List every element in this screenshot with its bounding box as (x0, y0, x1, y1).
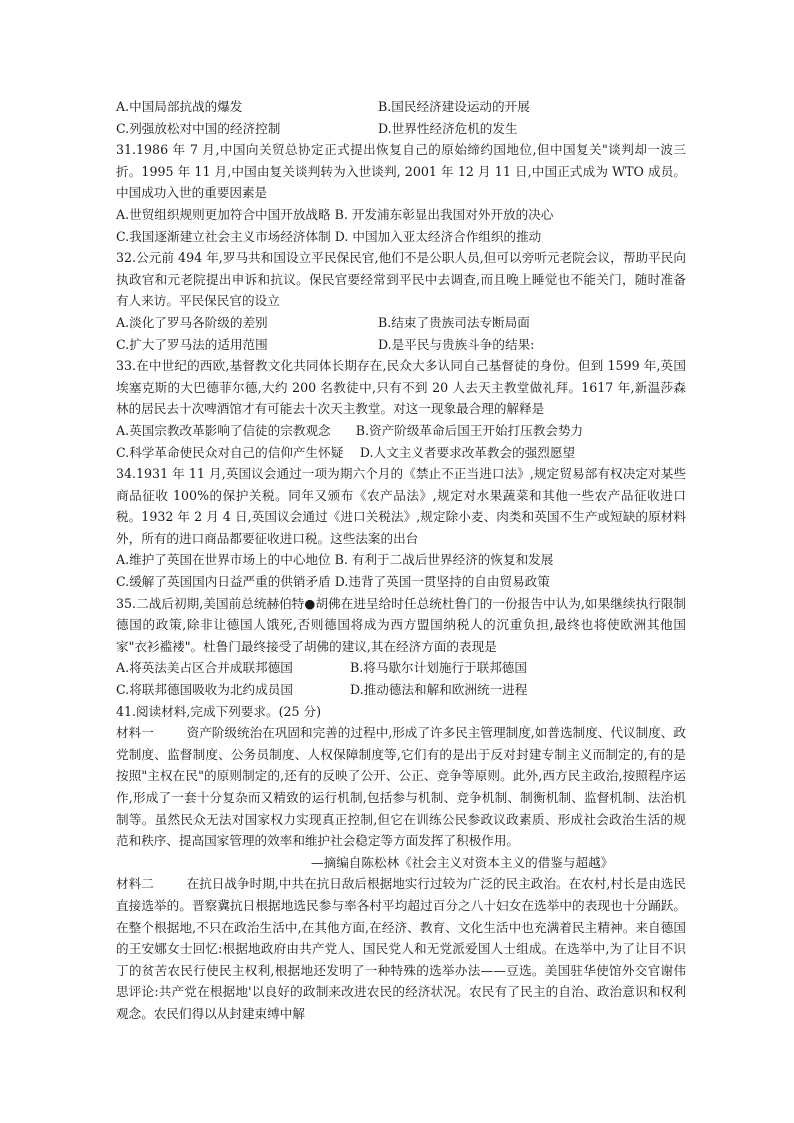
q41-material-2 (116, 873, 686, 1024)
q34-options-cd: C.缓解了英国国内日益严重的供销矛盾 D.违背了英国一贯坚持的自由贸易政策 (116, 574, 550, 590)
q31-options-cd: C.我国逐渐建立社会主义市场经济体制 D. 中国加入亚太经济合作组织的推动 (116, 228, 542, 244)
q32-option-b: B.结束了贵族司法专断局面 (378, 314, 530, 330)
material-1-source: —摘编自陈松林《社会主义对资本主义的借鉴与超越》 (311, 854, 614, 870)
q41-title: 41.阅读材料,完成下列要求。(25 分) (116, 703, 322, 719)
material-1-text: 资产阶级统治在巩固和完善的过程中,形成了许多民主管理制度,如普选制度、代议制度、政党制度、监督制度、公务员制度、人权保障制度等,它们有的是出于反对封建专制主义而制定的,有的是按照"主权在民"的原则制定的,还有的反映了公开、公正、竞争等原则。此外,西方民主政治,按照程序运作,形成了一套十分复杂而又精致的运行机制,包括参与机制、竞争机制、制衡机制、监督机制、法治机制等。虽然民众无法对国家权力实现真正控制,但它在训练公民参政议政素质、形成社会政治生活的规范和秩序、提高国家管理的效率和维护社会稳定等方面发挥了积极作用。 (116, 725, 686, 849)
q41-material-1 (116, 722, 686, 852)
q30-option-b: B.国民经济建设运动的开展 (378, 99, 530, 114)
material-2-text: 在抗日战争时期,中共在抗日敌后根据地实行过较为广泛的民主政治。在农村,村长是由选民直接选举的。晋察冀抗日根据地选民参与率各村平均超过百分之八十妇女在选举中的表现也十分踊跃。在整个根据地,不只在政治生活中,在其他方面,在经济、教育、文化生活中也充满着民主精神。来自德国的王安娜女士回忆:根据地政府由共产党人、国民党人和无党派爱国人士组成。在选举中,为了让目不识丁的贫苦农民行使民主权利,根据地还发明了一种特殊的选举办法——豆选。美国驻华使馆外交官谢伟思评论:共产党在根据地'以良好的政制来改进农民的经济状况。农民有了民主的自治、政治意识和权利观念。农民们得以从封建束缚中解 (116, 876, 686, 1021)
q35-option-c: C.将联邦德国吸收为北约成员国 (116, 682, 293, 698)
q32-option-d: D.是平民与贵族斗争的结果: (378, 336, 535, 352)
q32-options-row-1 (116, 312, 686, 334)
q33-options-cd: C.科学革命使民众对自己的信仰产生怀疑 D.人文主义者要求改革教会的强烈愿望 (116, 444, 576, 460)
q35-options-row-2 (116, 679, 686, 701)
q35-option-b: B.将马歇尔计划施行于联邦德国 (350, 660, 527, 676)
q30-option-c: C.列强放松对中国的经济控制 (116, 120, 281, 136)
q35-options-row-1 (116, 657, 686, 679)
q35-stem: 35.二战后初期,美国前总统赫伯特●胡佛在进呈给时任总统杜鲁门的一份报告中认为,如果继续执行限制德国的政策,除非让德国人饿死,否则德国将成为西方盟国纳税人的沉重负担,最终也将使欧洲其他国家"衣衫褴褛"。杜鲁门最终接受了胡佛的建议,其在经济方面的表现是 (116, 595, 686, 654)
q34-options-ab: A.维护了英国在世界市场上的中心地位 B. 有利于二战后世界经济的恢复和发展 (116, 552, 554, 568)
q30-options-row-1 (116, 96, 686, 118)
material-1-label: 材料一 (116, 725, 154, 741)
q35-option-a: A.将英法美占区合并成联邦德国 (116, 660, 293, 676)
q35-option-d: D.推动德法和解和欧洲统一进程 (350, 682, 528, 698)
q34-stem: 34.1931 年 11 月,英国议会通过一项为期六个月的《禁止不正当进口法》,规定贸易部有权决定对某些商品征收 100%的保护关税。同年又颁布《农产品法》,规定对水果蔬菜和其他一些农产品征收进口税。1932 年 2 月 4 日,英国议会通过《进口关税法》,规定除小麦、肉类和英国不生产或短缺的原材料外，所有的进口商品都要征收进口税。这些法案的出台 (116, 466, 686, 546)
q32-option-a: A.淡化了罗马各阶级的差别 (116, 314, 268, 330)
q31-options-ab: A.世贸组织规则更加符合中国开放战略 B. 开发浦东彰显出我国对外开放的决心 (116, 206, 554, 222)
exam-content (116, 96, 686, 1025)
q32-option-c: C.扩大了罗马法的适用范围 (116, 336, 268, 352)
q30-option-d: D.世界性经济危机的发生 (378, 120, 518, 136)
q33-options-ab: A.英国宗教改革影响了信徒的宗教观念 B.资产阶级革命后国王开始打压教会势力 (116, 422, 584, 438)
q31-stem: 31.1986 年 7 月,中国向关贸总协定正式提出恢复自己的原始缔约国地位,但中国复关"谈判却一波三折。1995 年 11 月,中国由复关谈判转为入世谈判, 2001 年 12 月 11 日,中国正式成为 WTO 成员。中国成功入世的重要因素是 (116, 142, 686, 201)
q33-stem: 33.在中世纪的西欧,基督教文化共同体长期存在,民众大多认同自己基督徒的身份。但到 1599 年,英国埃塞克斯的大巴德菲尔德,大约 200 名教徒中,只有不到 20 人去天主教堂做礼拜。1617 年,新温莎森林的居民去十次啤酒馆才有可能去十次天主教堂。对这一现象最合理的解释是 (116, 358, 686, 417)
material-2-label: 材料二 (116, 876, 154, 892)
q30-options-row-2 (116, 118, 686, 140)
q30-option-a: A.中国局部抗战的爆发 (116, 99, 243, 114)
q32-stem: 32.公元前 494 年,罗马共和国设立平民保民官,他们不是公职人员,但可以旁听元老院会议，帮助平民向执政官和元老院提出申诉和抗议。保民官要经常到平民中去调查,而且晚上睡觉也不能关门，随时准备有人来访。平民保民官的设立 (116, 250, 686, 309)
q32-options-row-2 (116, 334, 686, 356)
